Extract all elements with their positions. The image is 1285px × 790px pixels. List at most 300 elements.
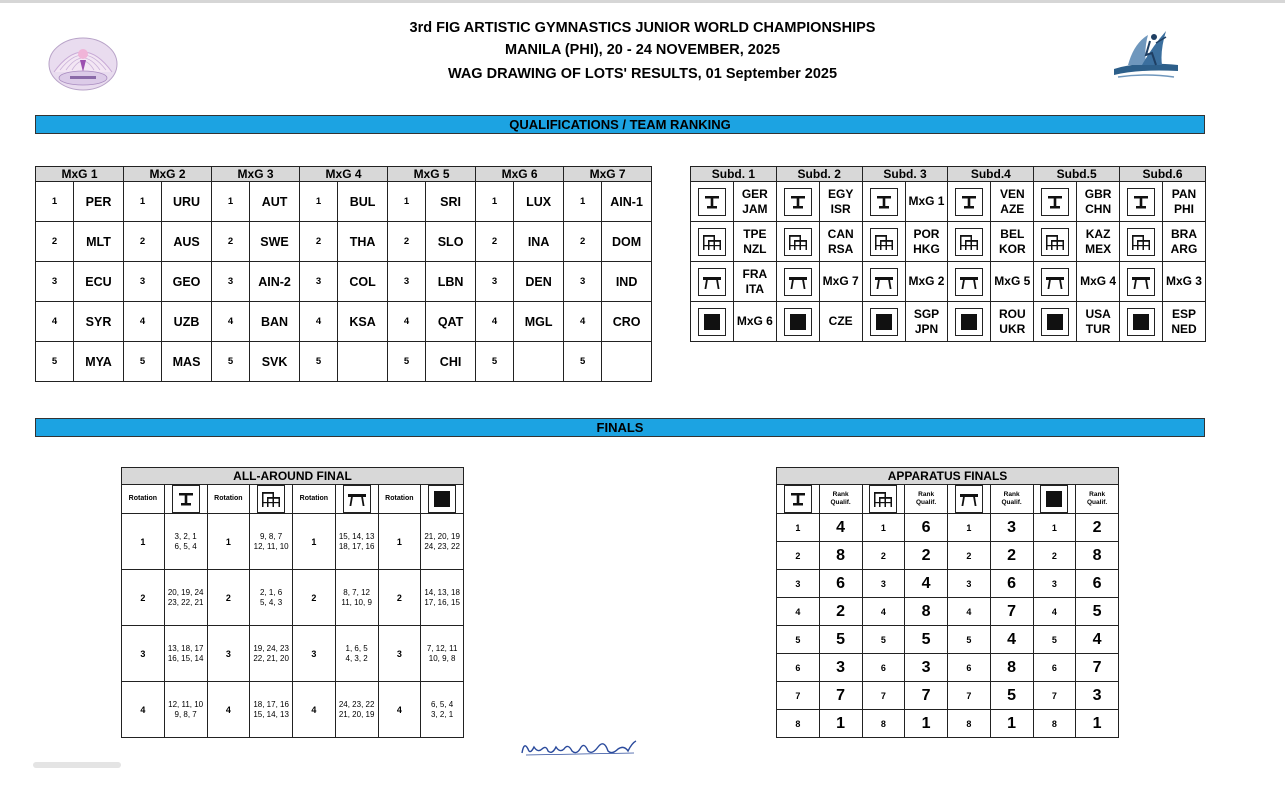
qualification-rank: 4 (990, 626, 1033, 654)
start-position: 6 (777, 654, 820, 682)
mixed-group-row (36, 262, 652, 302)
rank-order-line: 6, 5, 4 (431, 699, 454, 709)
vault-icon (1041, 188, 1069, 216)
start-position: 3 (1033, 570, 1076, 598)
rotation-number: 3 (293, 626, 336, 682)
qualification-rank: 5 (1076, 598, 1119, 626)
team-code: MxG 2 (908, 274, 945, 288)
apparatus-final-row (777, 598, 1119, 626)
apparatus-cell (776, 182, 819, 222)
start-position: 5 (1033, 626, 1076, 654)
rank-order (164, 514, 207, 570)
team-code: VEN (999, 186, 1025, 201)
vault-icon (784, 485, 812, 513)
team-code: NZL (743, 241, 767, 256)
team-rank: 4 (476, 302, 514, 342)
rank-label: Rank (918, 491, 935, 498)
finals-banner: FINALS (35, 418, 1205, 437)
team-code: LBN (426, 262, 476, 302)
uneven-bars-icon (955, 228, 983, 256)
apparatus-header (1033, 485, 1076, 514)
team-rank: 4 (36, 302, 74, 342)
team-rank: 2 (212, 222, 250, 262)
beam-icon (1041, 268, 1069, 296)
start-position: 7 (777, 682, 820, 710)
qualif-label: Qualif. (916, 499, 937, 506)
rank-order-line: 4, 3, 2 (345, 653, 368, 663)
start-position: 3 (862, 570, 905, 598)
team-code: MxG 4 (1080, 274, 1117, 288)
team-rank: 1 (36, 182, 74, 222)
rank-order-line: 12, 11, 10 (168, 699, 204, 709)
mixed-group-header: MxG 7 (564, 167, 652, 182)
team-code: ESP (1171, 306, 1196, 321)
subdivision-row (691, 302, 1206, 342)
event-title: 3rd FIG ARTISTIC GYMNASTICS JUNIOR WORLD CHAMPIONSHIPS (409, 20, 876, 36)
rank-order (250, 626, 293, 682)
team-rank: 3 (476, 262, 514, 302)
rank-order (164, 682, 207, 738)
team-rank: 1 (124, 182, 162, 222)
apparatus-cell (948, 222, 991, 262)
rank-order (250, 570, 293, 626)
team-code: COL (338, 262, 388, 302)
uneven-bars-icon (1127, 228, 1155, 256)
event-location-dates: MANILA (PHI), 20 - 24 NOVEMBER, 2025 (504, 42, 781, 58)
rank-order-line: 1, 6, 5 (345, 643, 368, 653)
vault-icon (955, 188, 983, 216)
team-rank: 3 (388, 262, 426, 302)
rank-order-line: 20, 19, 24 (167, 587, 204, 597)
qualification-rank: 4 (1076, 626, 1119, 654)
subdivision-row (691, 222, 1206, 262)
rotation-number: 4 (122, 682, 165, 738)
team-code: ITA (745, 281, 765, 296)
qualification-rank: 7 (990, 598, 1033, 626)
uneven-bars-icon (1041, 228, 1069, 256)
start-position: 2 (948, 542, 991, 570)
team-code: GBR (1084, 186, 1112, 201)
rank-order (421, 626, 464, 682)
team-code: INA (514, 222, 564, 262)
team-code: CHI (426, 342, 476, 382)
qualification-rank: 7 (819, 682, 862, 710)
apparatus-finals-table (776, 467, 1119, 738)
uneven-bars-icon (784, 228, 812, 256)
subdivision-teams (819, 182, 862, 222)
apparatus-cell (776, 222, 819, 262)
qualification-rank: 3 (990, 514, 1033, 542)
team-rank: 1 (476, 182, 514, 222)
rank-order (421, 570, 464, 626)
team-code: KSA (338, 302, 388, 342)
qualification-rank: 3 (819, 654, 862, 682)
start-position: 4 (948, 598, 991, 626)
team-code: MxG 5 (994, 274, 1031, 288)
rank-order-line: 15, 14, 13 (338, 531, 375, 541)
uneven-bars-icon (869, 485, 897, 513)
rank-order (421, 682, 464, 738)
team-code: QAT (426, 302, 476, 342)
qualification-rank: 7 (1076, 654, 1119, 682)
team-rank: 4 (300, 302, 338, 342)
qualification-rank: 4 (819, 514, 862, 542)
rotation-header: Rotation (122, 485, 165, 514)
team-code: MxG 3 (1165, 274, 1202, 288)
rank-order (335, 514, 378, 570)
team-code: ARG (1170, 241, 1198, 256)
team-code: MxG 6 (736, 314, 773, 328)
team-code: MEX (1085, 241, 1112, 256)
team-rank: 1 (388, 182, 426, 222)
rotation-number: 1 (122, 514, 165, 570)
start-position: 8 (777, 710, 820, 738)
apparatus-header (421, 485, 464, 514)
rotation-number: 2 (378, 570, 421, 626)
team-code: EGY (828, 186, 854, 201)
top-divider (0, 0, 1285, 3)
team-code: AIN-2 (250, 262, 300, 302)
apparatus-header (164, 485, 207, 514)
team-code: SGP (913, 306, 940, 321)
team-rank: 2 (564, 222, 602, 262)
rank-order-line: 2, 1, 6 (260, 587, 283, 597)
rotation-number: 2 (122, 570, 165, 626)
qualification-rank: 2 (905, 542, 948, 570)
rotation-row (122, 626, 464, 682)
rank-order-line: 6, 5, 4 (174, 541, 197, 551)
subdivision-teams (819, 262, 862, 302)
championship-logo (46, 32, 120, 92)
subdivision-teams (905, 222, 948, 262)
rank-order-line: 8, 7, 12 (343, 587, 370, 597)
team-code: DOM (602, 222, 652, 262)
apparatus-cell (691, 222, 734, 262)
subdivision-teams (819, 222, 862, 262)
rank-order-line: 19, 24, 23 (253, 643, 289, 653)
team-code: DEN (514, 262, 564, 302)
team-code: KAZ (1085, 226, 1111, 241)
mixed-group-header: MxG 6 (476, 167, 564, 182)
qualification-rank: 8 (990, 654, 1033, 682)
rank-order (335, 626, 378, 682)
subdivision-teams (991, 262, 1034, 302)
rank-order-line: 21, 20, 19 (424, 531, 460, 541)
apparatus-cell (1034, 302, 1077, 342)
qualification-rank: 2 (1076, 514, 1119, 542)
team-code: MxG 7 (822, 274, 859, 288)
qualification-rank: 5 (819, 626, 862, 654)
qualification-rank: 7 (905, 682, 948, 710)
floor-icon (870, 308, 898, 336)
footer-mark (33, 757, 121, 767)
qualif-label: Qualif. (1001, 499, 1022, 506)
rotation-number: 1 (207, 514, 250, 570)
start-position: 4 (777, 598, 820, 626)
rank-order-line: 13, 18, 17 (167, 643, 204, 653)
team-code: UZB (162, 302, 212, 342)
start-position: 5 (777, 626, 820, 654)
qualification-rank: 3 (1076, 682, 1119, 710)
team-code (602, 342, 652, 382)
team-code: RSA (828, 241, 854, 256)
team-code (338, 342, 388, 382)
rotation-number: 3 (378, 626, 421, 682)
subdivision-teams (1077, 182, 1120, 222)
team-rank: 2 (476, 222, 514, 262)
team-rank: 5 (300, 342, 338, 382)
team-code: UKR (999, 321, 1026, 336)
team-code: IND (602, 262, 652, 302)
start-position: 8 (862, 710, 905, 738)
subdivision-teams (733, 302, 776, 342)
apparatus-cell (862, 262, 905, 302)
beam-icon (784, 268, 812, 296)
team-code: BEL (1000, 226, 1025, 241)
start-position: 7 (862, 682, 905, 710)
team-code: CZE (828, 314, 853, 328)
floor-icon (698, 308, 726, 336)
apparatus-cell (1120, 302, 1163, 342)
rank-order-line: 15, 14, 13 (253, 709, 289, 719)
qualification-rank: 6 (990, 570, 1033, 598)
subdivision-header: Subd. 3 (862, 167, 948, 182)
apparatus-cell (691, 302, 734, 342)
apparatus-cell (862, 222, 905, 262)
rank-order-line: 3, 2, 1 (174, 531, 197, 541)
subdivision-teams (1077, 262, 1120, 302)
rotation-number: 1 (293, 514, 336, 570)
apparatus-final-row (777, 626, 1119, 654)
rotation-number: 2 (293, 570, 336, 626)
team-code: MGL (514, 302, 564, 342)
subdivision-header: Subd. 1 (691, 167, 777, 182)
team-code: PAN (1171, 186, 1197, 201)
team-code: SRI (426, 182, 476, 222)
qualification-rank: 1 (990, 710, 1033, 738)
qualification-rank: 8 (905, 598, 948, 626)
apparatus-cell (1120, 182, 1163, 222)
subdivision-teams (733, 222, 776, 262)
floor-icon (428, 485, 456, 513)
team-rank: 1 (564, 182, 602, 222)
apparatus-cell (1034, 222, 1077, 262)
subdivision-teams (991, 182, 1034, 222)
rotation-number: 1 (378, 514, 421, 570)
qualif-label: Qualif. (830, 499, 851, 506)
subdivision-teams (991, 302, 1034, 342)
apparatus-header (335, 485, 378, 514)
qualification-rank: 8 (819, 542, 862, 570)
rank-qualif-header (905, 485, 948, 514)
team-code: AUS (162, 222, 212, 262)
team-code: MLT (74, 222, 124, 262)
rank-order-line: 12, 11, 10 (253, 541, 289, 551)
mixed-group-row (36, 182, 652, 222)
team-code: AIN-1 (602, 182, 652, 222)
apparatus-cell (948, 302, 991, 342)
rank-order-line: 10, 9, 8 (428, 653, 456, 663)
mixed-groups-table (35, 166, 652, 382)
all-around-final-table (121, 467, 464, 738)
rank-order-line: 3, 2, 1 (431, 709, 454, 719)
team-code: ROU (998, 306, 1026, 321)
start-position: 8 (1033, 710, 1076, 738)
team-rank: 4 (212, 302, 250, 342)
rank-order-line: 24, 23, 22 (424, 541, 460, 551)
team-code: PHI (1173, 201, 1194, 216)
rank-order-line: 18, 17, 16 (338, 541, 375, 551)
team-code: JPN (914, 321, 939, 336)
uneven-bars-icon (257, 485, 285, 513)
apparatus-header (777, 485, 820, 514)
subdivision-teams (1162, 302, 1205, 342)
start-position: 5 (862, 626, 905, 654)
apparatus-cell (1120, 262, 1163, 302)
team-code: HKG (913, 241, 940, 256)
team-rank: 3 (212, 262, 250, 302)
rotation-row (122, 682, 464, 738)
rank-qualif-header (819, 485, 862, 514)
apparatus-cell (776, 262, 819, 302)
rank-order-line: 18, 17, 16 (253, 699, 289, 709)
team-rank: 5 (36, 342, 74, 382)
team-rank: 5 (212, 342, 250, 382)
rank-order (335, 682, 378, 738)
team-rank: 5 (564, 342, 602, 382)
subdivisions-table (690, 166, 1206, 342)
apparatus-cell (948, 262, 991, 302)
beam-icon (955, 268, 983, 296)
floor-icon (784, 308, 812, 336)
apparatus-cell (1034, 182, 1077, 222)
start-position: 6 (862, 654, 905, 682)
rank-order-line: 16, 15, 14 (167, 653, 204, 663)
start-position: 6 (948, 654, 991, 682)
all-around-header-row (122, 485, 464, 514)
vault-icon (698, 188, 726, 216)
qualification-rank: 6 (905, 514, 948, 542)
mixed-group-header: MxG 2 (124, 167, 212, 182)
rank-label: Rank (1003, 491, 1020, 498)
team-code: BUL (338, 182, 388, 222)
start-position: 7 (1033, 682, 1076, 710)
team-rank: 3 (564, 262, 602, 302)
apparatus-header-row (777, 485, 1119, 514)
qualification-rank: 2 (990, 542, 1033, 570)
apparatus-cell (776, 302, 819, 342)
mixed-group-row (36, 342, 652, 382)
rotation-number: 4 (378, 682, 421, 738)
team-rank: 5 (388, 342, 426, 382)
rank-order-line: 9, 8, 7 (260, 531, 283, 541)
all-around-final-title: ALL-AROUND FINAL (122, 468, 464, 485)
apparatus-cell (1120, 222, 1163, 262)
team-rank: 3 (124, 262, 162, 302)
floor-icon (1127, 308, 1155, 336)
rank-order-line: 14, 13, 18 (424, 587, 460, 597)
team-rank: 5 (124, 342, 162, 382)
rank-label: Rank (1089, 491, 1106, 498)
qualification-rank: 1 (1076, 710, 1119, 738)
team-code: TPE (743, 226, 767, 241)
mixed-group-header: MxG 1 (36, 167, 124, 182)
rank-order-line: 22, 21, 20 (253, 653, 289, 663)
team-code: MxG 1 (908, 194, 945, 208)
subdivision-row (691, 262, 1206, 302)
apparatus-cell (691, 262, 734, 302)
rank-order-line: 23, 22, 21 (167, 597, 204, 607)
rank-order (250, 514, 293, 570)
start-position: 1 (862, 514, 905, 542)
team-code: ISR (830, 201, 851, 216)
apparatus-cell (862, 302, 905, 342)
subdivision-teams (1162, 262, 1205, 302)
rank-order (164, 626, 207, 682)
team-rank: 5 (476, 342, 514, 382)
team-code: CHN (1085, 201, 1112, 216)
apparatus-cell (862, 182, 905, 222)
team-code: JAM (742, 201, 768, 216)
rank-order-line: 11, 10, 9 (341, 597, 372, 607)
start-position: 8 (948, 710, 991, 738)
team-code: AZE (1000, 201, 1025, 216)
beam-icon (870, 268, 898, 296)
mixed-group-row (36, 222, 652, 262)
start-position: 2 (1033, 542, 1076, 570)
team-rank: 4 (124, 302, 162, 342)
team-code: MYA (74, 342, 124, 382)
rotation-number: 2 (207, 570, 250, 626)
apparatus-cell (948, 182, 991, 222)
rank-order (164, 570, 207, 626)
team-rank: 2 (388, 222, 426, 262)
vault-icon (1127, 188, 1155, 216)
subdivision-header: Subd. 2 (776, 167, 862, 182)
team-code (514, 342, 564, 382)
rank-order (421, 514, 464, 570)
team-code: MAS (162, 342, 212, 382)
team-rank: 3 (36, 262, 74, 302)
rotation-row (122, 514, 464, 570)
mixed-groups-header-row (36, 167, 652, 182)
document-subtitle: WAG DRAWING OF LOTS' RESULTS, 01 September 2025 (447, 66, 838, 82)
team-code: SLO (426, 222, 476, 262)
mixed-group-header: MxG 3 (212, 167, 300, 182)
qualification-rank: 1 (905, 710, 948, 738)
rank-order (335, 570, 378, 626)
rotation-number: 3 (207, 626, 250, 682)
apparatus-finals-title: APPARATUS FINALS (777, 468, 1119, 485)
beam-icon (698, 268, 726, 296)
start-position: 4 (1033, 598, 1076, 626)
floor-icon (1041, 308, 1069, 336)
apparatus-header (862, 485, 905, 514)
team-code: URU (162, 182, 212, 222)
team-code: POR (913, 226, 940, 241)
subdivision-teams (1162, 182, 1205, 222)
beam-icon (1127, 268, 1155, 296)
mixed-group-row (36, 302, 652, 342)
qualif-label: Qualif. (1087, 499, 1108, 506)
floor-icon (1040, 485, 1068, 513)
apparatus-final-row (777, 542, 1119, 570)
subdivision-teams (733, 262, 776, 302)
apparatus-final-row (777, 710, 1119, 738)
apparatus-header (948, 485, 991, 514)
rank-order-line: 7, 12, 11 (426, 643, 458, 653)
apparatus-cell (691, 182, 734, 222)
